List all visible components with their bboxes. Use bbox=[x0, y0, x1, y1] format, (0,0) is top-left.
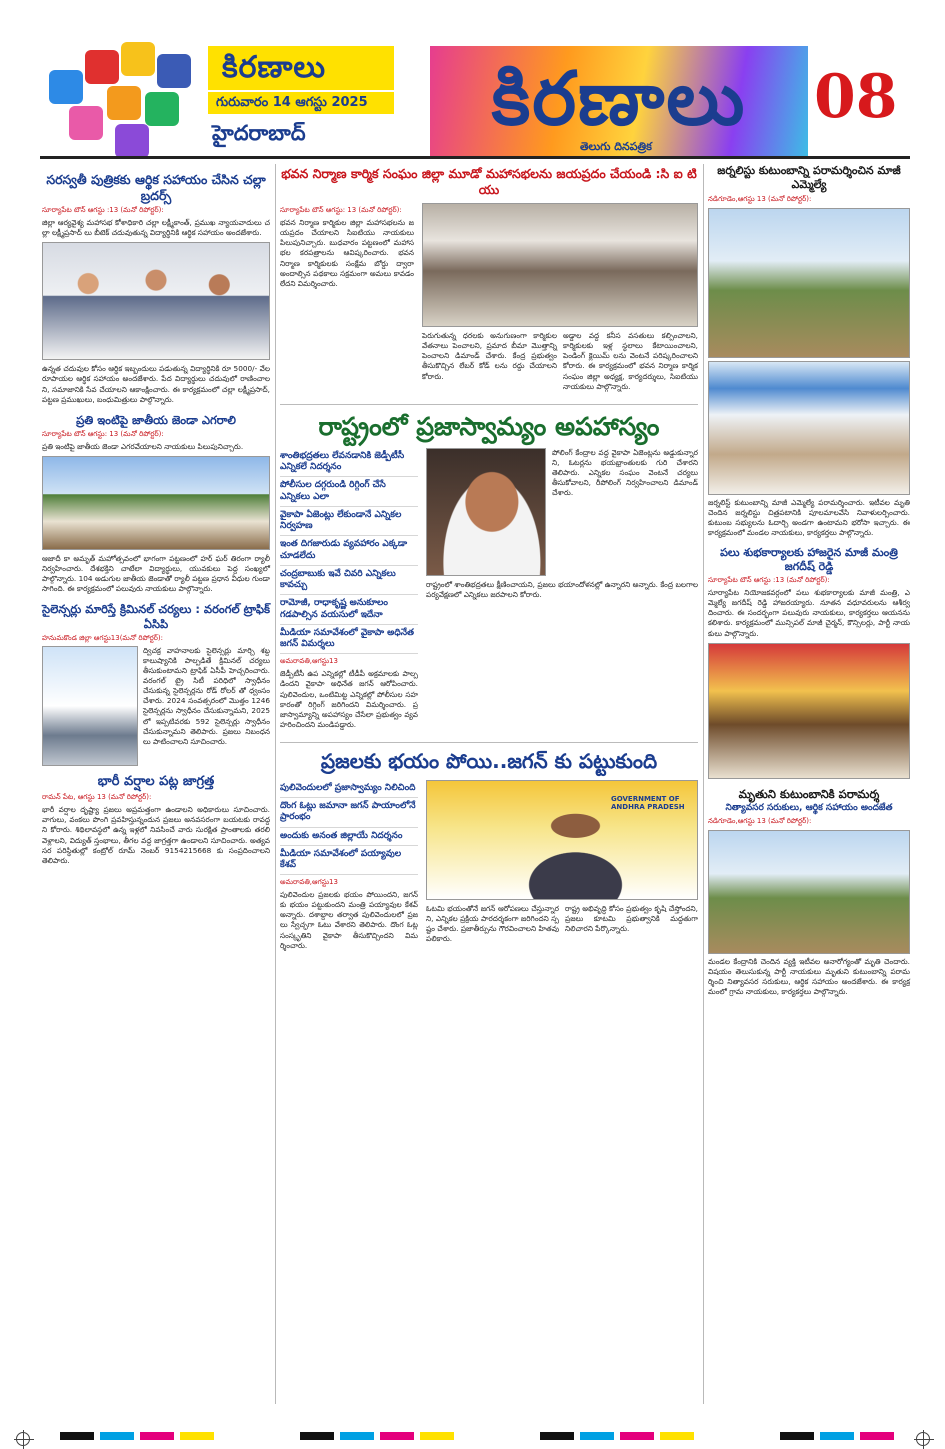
article-democracy-mocked bbox=[280, 404, 698, 730]
dateline: సూర్యాపేట టౌన్ ఆగస్టు :13 (మనో రిపోర్టర్): bbox=[42, 206, 164, 215]
headline: మృతుని కుటుంబానికి పరామర్శ bbox=[738, 786, 880, 801]
feature-top-row bbox=[426, 448, 698, 576]
dateline: హనుమకొండ జిల్లా ఆగస్టు13(మనో రిపోర్టర్): bbox=[42, 634, 164, 643]
color-swatch bbox=[100, 1432, 134, 1440]
article-photo bbox=[708, 830, 910, 954]
headline: భవన నిర్మాణ కార్మిక సంఘం జిల్లా మూడో మహాసభలను జయప్రదం చేయండి :సి ఐ టి యు bbox=[281, 166, 697, 197]
article-photo bbox=[708, 361, 910, 495]
pull-quote: పోలీసుల దగ్గరుండి రిగ్గింగ్ చేసే ఎన్నికలు ఎలా bbox=[280, 477, 418, 507]
feature-left bbox=[280, 780, 418, 951]
article-body: రాష్ట్ర అభివృద్ధి కోసం ప్రభుత్వం కృషి చేస్తోందని, ప్రజలు కూటమి ప్రభుత్వానికి మద్దతుగా నిలిచారని పేర్కొన్నారు. bbox=[565, 903, 698, 933]
article-jagadish-reddy bbox=[708, 546, 910, 779]
dateline: అమరావతి,ఆగస్టు13 bbox=[280, 878, 338, 887]
article-body: అడ్డాల వద్ద కనీస వసతులు కల్పించాలని, కార్మికులకు ఇళ్ల స్థలాలు కేటాయించాలని, పెండింగ్ క్లెయిమ్ లను వెంటనే పరిష్కరించాలని కోరారు. ఈ కార్యక్రమంలో భవన నిర్మాణ కార్మిక సంఘం జిల్లా అధ్యక్ష, కార్యదర్శులు, సిఐటియు నాయకులు పాల్గొన్నారు. bbox=[563, 331, 698, 391]
left-column bbox=[42, 164, 270, 866]
headline: జర్నలిస్టు కుటుంబాన్ని పరామర్శించిన మాజీ ఎమ్మెల్యే bbox=[717, 164, 901, 191]
color-swatch bbox=[140, 1432, 174, 1440]
headline: సరస్వతీ పుత్రికకు ఆర్థిక సహాయం చేసిన చల్లా బ్రదర్స్ bbox=[46, 172, 266, 203]
color-swatch bbox=[180, 1432, 214, 1440]
registration-mark-icon bbox=[916, 1432, 930, 1446]
article-fear-gone bbox=[280, 742, 698, 951]
color-swatch bbox=[820, 1432, 854, 1440]
main-logo bbox=[430, 46, 808, 158]
dateline: రామన్ పేట, ఆగస్టు 13 (మనో రిపోర్టర్): bbox=[42, 793, 152, 802]
headline: రాష్ట్రంలో ప్రజాస్వామ్యం అపహాస్యం bbox=[318, 411, 660, 441]
pull-quote: వైకాపా ఏజెంట్లు లేకుండానే ఎన్నికల నిర్వహణ bbox=[280, 507, 418, 537]
cube-icon bbox=[49, 70, 83, 104]
article-body: ఆజాదీ కా అమృత్ మహోత్సవంలో భాగంగా పట్టణంలో హర్ ఘర్ తిరంగా ర్యాలీ నిర్వహించారు. దేశభక్తిని చాటేలా విద్యార్థులు, యువకులు పెద్ద సంఖ్యలో పాల్గొన్నారు. 104 అడుగుల జాతీయ జెండాతో ర్యాలీ పట్టణ ప్రధాన వీధుల గుండా సాగింది. ఈ కార్యక్రమంలో పలువురు నాయకులు పాల్గొన్నారు. bbox=[42, 554, 270, 594]
article-photo bbox=[708, 643, 910, 779]
color-swatch bbox=[380, 1432, 414, 1440]
dateline: సూర్యాపేట టౌన్ ఆగస్టు :13 (మనో రిపోర్టర్): bbox=[708, 576, 830, 585]
article-body: జెడ్పీటీసీ ఉప ఎన్నికల్లో టీడీపీ అక్రమాలకు పాల్పడిందని వైకాపా అధినేత జగన్ ఆరోపించారు. పులివెందుల, ఒంటిమిట్ట ఎన్నికల్లో పోలీసుల సహకారంతో రిగ్గింగ్ జరిగిందని విమర్శించారు. ప్రజాస్వామ్యాన్ని అపహాస్యం చేసేలా ప్రభుత్వం వ్యవహరించిందని మండిపడ్డారు. bbox=[280, 669, 418, 729]
cube-icon bbox=[69, 106, 103, 140]
article-body: పోలింగ్ కేంద్రాల వద్ద వైకాపా ఏజెంట్లను అడ్డుకున్నారని, ఓటర్లను భయభ్రాంతులకు గురి చేశారని తెలిపారు. ఎన్నికల సంఘం వెంటనే చర్యలు తీసుకోవాలని, రీపోలింగ్ నిర్వహించాలని డిమాండ్ చేశారు. bbox=[552, 447, 698, 498]
subhead: నిత్యావసర సరుకులు, ఆర్థిక సహాయం అందజేత bbox=[725, 802, 893, 813]
page-number: 08 bbox=[814, 62, 898, 132]
feature-columns bbox=[280, 780, 698, 951]
article-journalist-family bbox=[708, 164, 910, 538]
color-swatch bbox=[340, 1432, 374, 1440]
color-swatch bbox=[860, 1432, 894, 1440]
article-condolence bbox=[708, 787, 910, 998]
headline: భారీ వర్షాల పట్ల జాగ్రత్త bbox=[97, 774, 215, 790]
headline: ప్రతి ఇంటిపై జాతీయ జెండా ఎగరాలి bbox=[76, 412, 236, 427]
article-photo bbox=[42, 646, 138, 766]
article-construction-workers bbox=[280, 166, 698, 392]
dateline: నడిగూడెం,ఆగస్టు 13 (మనో రిపోర్టర్): bbox=[708, 194, 812, 203]
main-logo-text: కిరణాలు bbox=[491, 56, 747, 142]
pull-quote: చంద్రబాబుకు ఇవే చివరి ఎన్నికలు కావచ్చు bbox=[280, 566, 418, 596]
feature-columns bbox=[280, 448, 698, 730]
article-body: మండల కేంద్రానికి చెందిన వ్యక్తి ఇటీవల అనారోగ్యంతో మృతి చెందారు. విషయం తెలుసుకున్న పార్టీ నాయకులు మృతుని కుటుంబాన్ని పరామర్శించి నిత్యావసర సరుకులు, ఆర్థిక సహాయం అందజేశారు. ఈ కార్యక్రమంలో గ్రామ నాయకులు, కార్యకర్తలు పాల్గొన్నారు. bbox=[708, 957, 910, 997]
dateline: అమరావతి,ఆగస్టు13 bbox=[280, 657, 338, 666]
cube-icon bbox=[121, 42, 155, 76]
color-swatch bbox=[300, 1432, 334, 1440]
masthead bbox=[0, 0, 945, 160]
cube-icon bbox=[115, 124, 149, 158]
article-photo bbox=[42, 242, 270, 360]
photo-row bbox=[42, 646, 270, 766]
color-swatch bbox=[60, 1432, 94, 1440]
middle-column bbox=[280, 164, 698, 951]
lead-columns bbox=[280, 203, 698, 391]
article-photo bbox=[42, 456, 270, 550]
pull-quote: మీడియా సమావేశంలో పయ్యావుల కేశవ్ bbox=[280, 846, 418, 876]
color-swatch bbox=[580, 1432, 614, 1440]
pull-quote-list bbox=[280, 448, 418, 655]
article-national-flag bbox=[42, 413, 270, 595]
article-body: భారీ వర్షాల దృష్ట్యా ప్రజలు అప్రమత్తంగా ఉండాలని అధికారులు సూచించారు. వాగులు, వంకలు పొంగి ప్రవహిస్తున్నందున ప్రజలు అనవసరంగా బయటకు రావద్దని కోరారు. శిథిలావస్థలో ఉన్న ఇళ్లలో నివసించే వారు సురక్షిత ప్రాంతాలకు తరలి వెళ్లాలని, విద్యుత్ స్తంభాలు, తీగల వద్ద జాగ్రత్తగా ఉండాలని సూచించారు. అత్యవసర పరిస్థితుల్లో కంట్రోల్ రూమ్ నెంబర్ 9154215668 కు సంప్రదించాలని తెలిపారు. bbox=[42, 805, 270, 865]
issue-date: గురువారం 14 ఆగస్టు 2025 bbox=[208, 92, 394, 114]
article-body: పులివెందుల ప్రజలకు భయం పోయిందని, జగన్ కు భయం పట్టుకుందని మంత్రి పయ్యావుల కేశవ్ అన్నారు. దశాబ్దాల తర్వాత పులివెందులలో ప్రజలు స్వేచ్ఛగా ఓటు వేశారని తెలిపారు. దొంగ ఓట్ల సంస్కృతిని వైకాపా తీసుకొచ్చిందని విమర్శించారు. bbox=[280, 890, 418, 950]
headline: ప్రజలకు భయం పోయి..జగన్ కు పట్టుకుంది bbox=[320, 748, 658, 773]
color-swatch bbox=[660, 1432, 694, 1440]
article-body: ఓటమి భయంతోనే జగన్ ఆరోపణలు చేస్తున్నారని, ఎన్నికల ప్రక్రియ పారదర్శకంగా జరిగిందని స్పష్టం చేశారు. ప్రజాతీర్పును గౌరవించాలని హితవు పలికారు. bbox=[426, 903, 559, 943]
article-body: భవన నిర్మాణ కార్మికుల జిల్లా మహాసభలను జయప్రదం చేయాలని సిఐటియు నాయకులు పిలుపునిచ్చారు. బుధవారం పట్టణంలో మహాసభల కరపత్రాలను ఆవిష్కరించారు. భవన నిర్మాణ కార్మికులకు సంక్షేమ బోర్డు ద్వారా అందాల్సిన పథకాలు సక్రమంగా అమలు కావడం లేదని విమర్శించారు. bbox=[280, 218, 414, 288]
headline: సైలెన్సర్లు మారిస్తే క్రిమినల్ చర్యలు : వరంగల్ ట్రాఫిక్ ఏసిపి bbox=[42, 602, 271, 631]
social-cubes-logo bbox=[45, 40, 205, 160]
feature-right bbox=[426, 780, 698, 951]
dateline: నడిగూడెం,ఆగస్టు 13 (మనో రిపోర్టర్): bbox=[708, 817, 812, 826]
color-swatch bbox=[780, 1432, 814, 1440]
masthead-rule bbox=[40, 156, 910, 159]
tagline: తెలుగు దినపత్రిక bbox=[580, 140, 652, 153]
article-photo bbox=[422, 203, 698, 327]
color-swatch bbox=[420, 1432, 454, 1440]
article-body: ఉన్నత చదువుల కోసం ఆర్థిక ఇబ్బందులు పడుతున్న విద్యార్థినికి రూ 5000/- వేల రూపాయల ఆర్థిక సహాయం అందజేశారు. పేద విద్యార్థులు చదువులో రాణించాలని, సమాజానికి సేవ చేయాలని ఆకాంక్షించారు. ఈ కార్యక్రమంలో చల్లా లక్ష్మీప్రసాద్, పట్టణ ప్రముఖులు, బంధుమిత్రులు పాల్గొన్నారు. bbox=[42, 364, 270, 404]
cube-icon bbox=[145, 92, 179, 126]
article-photo bbox=[426, 448, 546, 576]
pull-quote: శాంతిభద్రతలు లేవనడానికి జెడ్పీటీసీ ఎన్నికలే నిదర్శనం bbox=[280, 448, 418, 478]
registration-mark-icon bbox=[16, 1432, 30, 1446]
feature-right bbox=[426, 448, 698, 730]
lead-col bbox=[280, 203, 414, 391]
lead-col bbox=[422, 203, 698, 391]
right-column bbox=[708, 164, 910, 997]
color-swatch bbox=[540, 1432, 574, 1440]
article-heavy-rains bbox=[42, 774, 270, 866]
seal-text: GOVERNMENT OF ANDHRA PRADESH bbox=[611, 794, 685, 811]
article-body: సూర్యాపేట నియోజకవర్గంలో పలు శుభకార్యాలకు మాజీ మంత్రి, ఎమ్మెల్యే జగదీష్ రెడ్డి హాజరయ్యారు. నూతన వధూవరులను ఆశీర్వదించారు. ఈ సందర్భంగా పలువురు నాయకులు, కార్యకర్తలు ఆయనను కలిశారు. కార్యక్రమంలో మున్సిపల్ మాజీ చైర్మన్, కౌన్సిలర్లు, పార్టీ నాయకులు పాల్గొన్నారు. bbox=[708, 588, 910, 638]
article-body: ప్రతి ఇంటిపై జాతీయ జెండా ఎగరవేయాలని నాయకులు పిలుపునిచ్చారు. bbox=[42, 442, 244, 451]
article-silencers bbox=[42, 602, 270, 766]
edition-city: హైదరాబాద్ bbox=[208, 116, 394, 150]
pull-quote-list bbox=[280, 780, 418, 876]
pull-quote: అందుకు అనంత జిల్లాయే నిదర్శనం bbox=[280, 828, 418, 846]
dateline: సూర్యాపేట టౌన్ ఆగస్టు: 13 (మనో రిపోర్టర్): bbox=[42, 430, 164, 438]
column-divider bbox=[703, 164, 704, 1404]
article-challa-brothers bbox=[42, 172, 270, 405]
article-photo bbox=[426, 780, 698, 900]
pull-quote: మీడియా సమావేశంలో వైకాపా అధినేత జగన్ విమర్శలు bbox=[280, 625, 418, 655]
pull-quote: పులివెందులలో ప్రజాస్వామ్యం నిలిచింది bbox=[280, 780, 418, 798]
article-photo bbox=[708, 208, 910, 358]
article-body: జర్నలిస్ట్ కుటుంబాన్ని మాజీ ఎమ్మెల్యే పరామర్శించారు. ఇటీవల మృతి చెందిన జర్నలిస్టు చిత్రపటానికి పూలమాలవేసి నివాళులర్పించారు. కుటుంబ సభ్యులను ఓదార్చి అండగా ఉంటామని భరోసా ఇచ్చారు. ఈ కార్యక్రమంలో మండల నాయకులు, కార్యకర్తలు పాల్గొన్నారు. bbox=[708, 497, 910, 537]
feature-left bbox=[280, 448, 418, 730]
pull-quote: దొంగ ఓట్లు జమానా జగన్ పాయాంలోనే ప్రారంభం bbox=[280, 798, 418, 828]
article-body: ద్విచక్ర వాహనాలకు సైలెన్సర్లు మార్చి శబ్ద కాలుష్యానికి పాల్పడితే క్రిమినల్ చర్యలు తీసుకుంటామని ట్రాఫిక్ ఏసీపీ హెచ్చరించారు. వరంగల్ ట్రై సిటీ పరిధిలో స్వాధీనం చేసుకున్న సైలెన్సర్లను రోడ్ రోలర్ తో ధ్వంసం చేశారు. 2024 సంవత్సరంలో మొత్తం 1246 సైలెన్సర్లను స్వాధీనం చేసుకున్నామని, 2025లో ఇప్పటివరకు 592 సైలెన్సర్లు స్వాధీనం చేసుకున్నామని తెలిపారు. ప్రజలు నిబంధనలు పాటించాలని సూచించారు. bbox=[143, 646, 270, 746]
article-body: రాష్ట్రంలో శాంతిభద్రతలు క్షీణించాయని, ప్రజలు భయాందోళనల్లో ఉన్నారని అన్నారు. కేంద్ర బలగాల పర్యవేక్షణలో ఎన్నికలు జరపాలని కోరారు. bbox=[426, 579, 698, 599]
column-divider bbox=[275, 164, 276, 1404]
cube-icon bbox=[85, 50, 119, 84]
color-swatch bbox=[620, 1432, 654, 1440]
headline: పలు శుభకార్యాలకు హాజరైన మాజీ మంత్రి జగదీష్ రెడ్డి bbox=[720, 545, 898, 573]
pull-quote: ఇంత దిగజారుడు వ్యవహారం ఎక్కడా చూడలేదు bbox=[280, 536, 418, 566]
article-body: జిల్లా ఆర్యవైశ్య మహాసభ కోశాధికారి చల్లా లక్ష్మీకాంత్, ప్రముఖ న్యాయవాదులు చల్లా లక్ష్మీప్రసాద్ లు బీటెక్ చదువుతున్న విద్యార్థినికి ఆర్థిక సహాయం అందజేశారు. bbox=[42, 218, 270, 238]
lead-subcols bbox=[422, 331, 698, 391]
mini-brand: కిరణాలు bbox=[208, 46, 394, 90]
article-body: పెరుగుతున్న ధరలకు అనుగుణంగా కార్మికుల వేతనాలు పెంచాలని, ప్రమాద బీమా మొత్తాన్ని పెంచాలని డిమాండ్ చేశారు. కేంద్ర ప్రభుత్వం తీసుకొచ్చిన లేబర్ కోడ్ లను రద్దు చేయాలని కోరారు. bbox=[422, 331, 557, 381]
cube-icon bbox=[107, 86, 141, 120]
pull-quote: రామోజీ, రాధాకృష్ణ అనుకూలం గడపాల్సిన వయసులో ఇదేనా bbox=[280, 595, 418, 625]
cube-icon bbox=[157, 54, 191, 88]
feature-subcols bbox=[426, 904, 698, 944]
dateline: సూర్యాపేట టౌన్ ఆగస్టు: 13 (మనో రిపోర్టర్): bbox=[280, 206, 402, 215]
